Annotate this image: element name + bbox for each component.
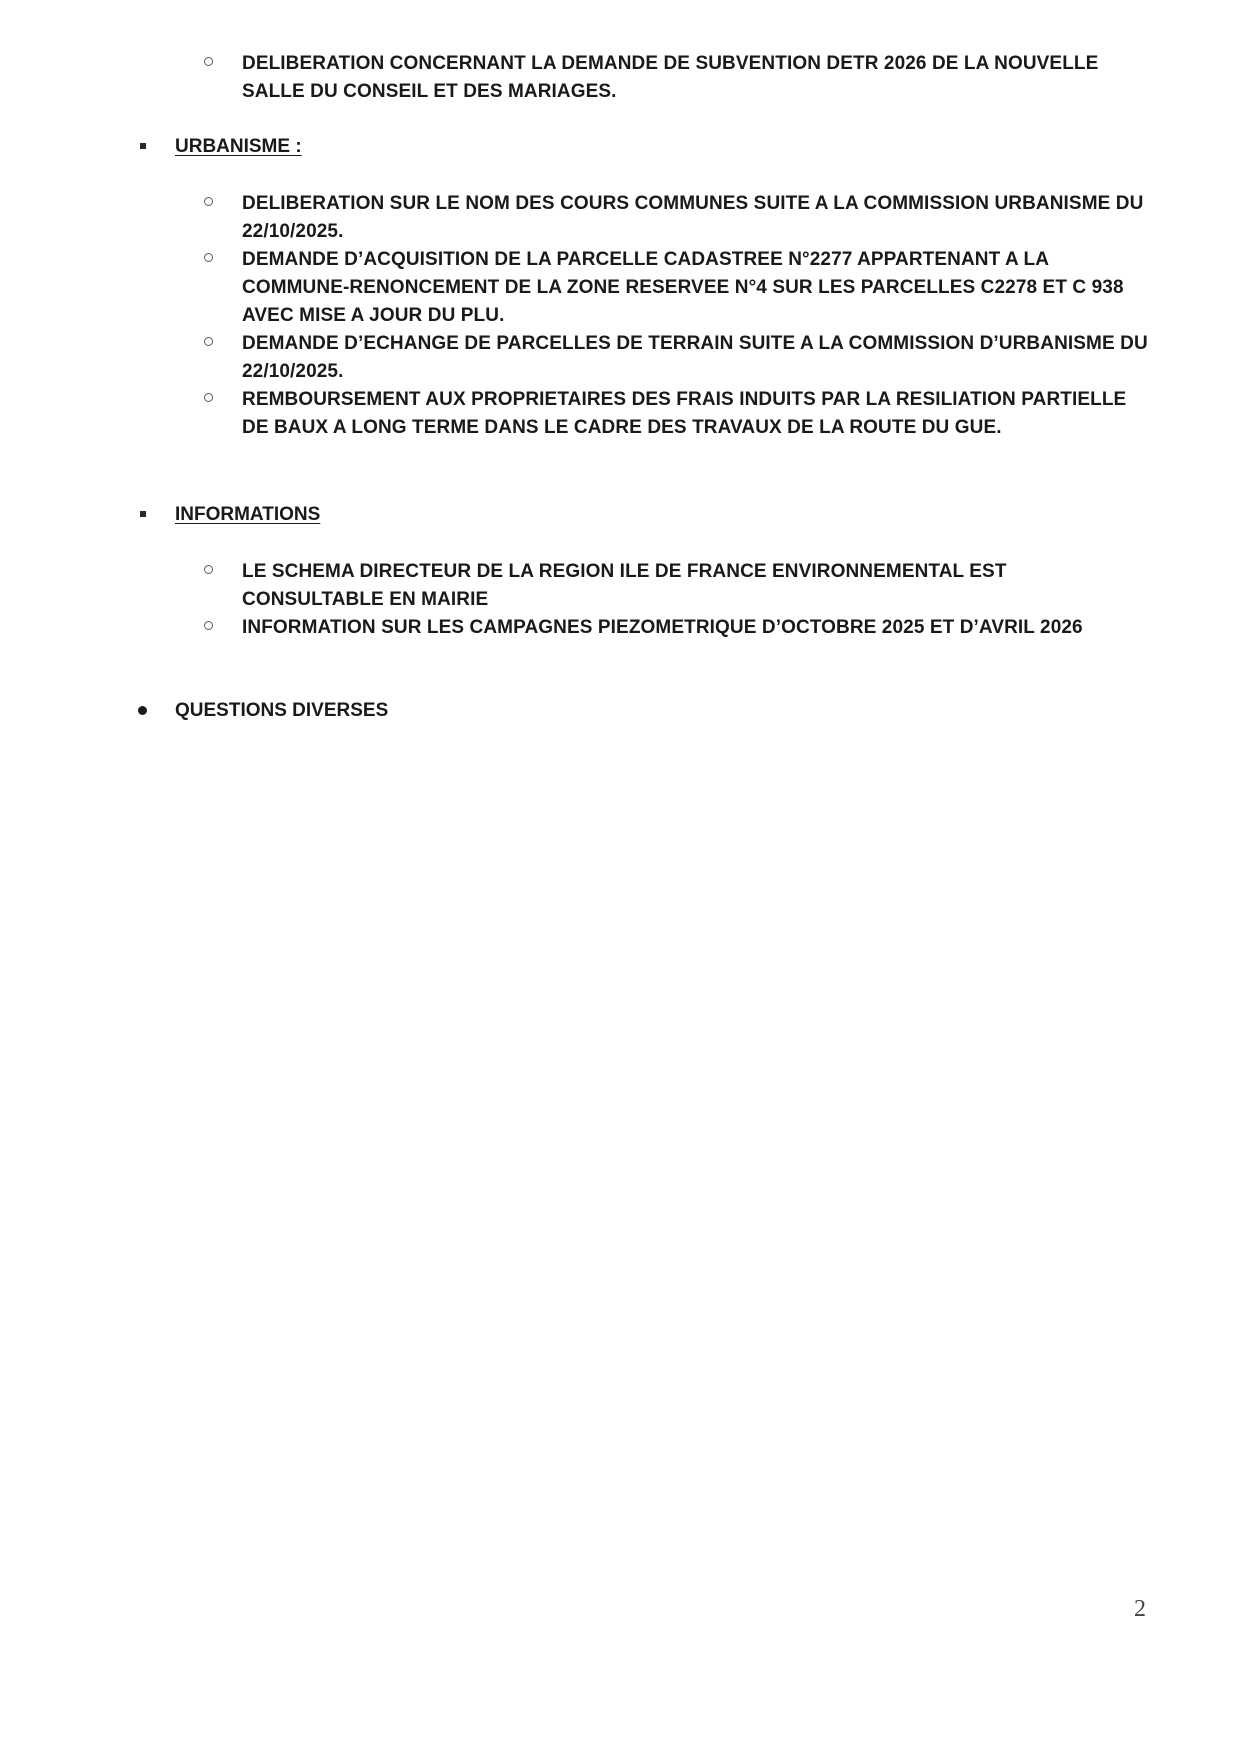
informations-list [0, 558, 1242, 614]
list-item [0, 246, 1242, 330]
square-bullet-icon [140, 143, 146, 149]
hollow-bullet-icon [204, 57, 213, 66]
list-item [0, 330, 1242, 386]
list-item-text: DELIBERATION SUR LE NOM DES COURS COMMUNES SUITE A LA COMMISSION URBANISME DU 22/10/2025. [242, 193, 1144, 242]
hollow-bullet-icon [204, 393, 213, 402]
list-item [0, 50, 1242, 106]
urbanisme-list [0, 246, 1242, 330]
list-item-text: REMBOURSEMENT AUX PROPRIETAIRES DES FRAIS INDUITS PAR LA RESILIATION PARTIELLE DE BAUX A LONG TERME DANS LE CADRE DES TRAVAUX DE LA ROUTE DU GUE. [242, 389, 1127, 438]
section-heading-label: URBANISME : [175, 136, 302, 157]
list-item-text: LE SCHEMA DIRECTEUR DE LA REGION ILE DE FRANCE ENVIRONNEMENTAL EST CONSULTABLE EN MAIRIE [242, 561, 1007, 610]
hollow-bullet-icon [204, 197, 213, 206]
urbanisme-list [0, 386, 1242, 442]
intro-list [0, 50, 1242, 106]
hollow-bullet-icon [204, 621, 213, 630]
hollow-bullet-icon [204, 337, 213, 346]
list-item [0, 190, 1242, 246]
list-item [0, 386, 1242, 442]
page-number: 2 [1134, 1596, 1146, 1622]
hollow-bullet-icon [204, 565, 213, 574]
list-item-text: DELIBERATION CONCERNANT LA DEMANDE DE SUBVENTION DETR 2026 DE LA NOUVELLE SALLE DU CONSEIL ET DES MARIAGES. [242, 53, 1099, 102]
list-item [0, 558, 1242, 614]
section-heading-label: QUESTIONS DIVERSES [175, 700, 389, 721]
square-bullet-icon [140, 511, 146, 517]
list-item-text: INFORMATION SUR LES CAMPAGNES PIEZOMETRIQUE D’OCTOBRE 2025 ET D’AVRIL 2026 [242, 617, 1083, 638]
section-heading-label: INFORMATIONS [175, 504, 321, 525]
urbanisme-list [0, 330, 1242, 386]
list-item-text: DEMANDE D’ECHANGE DE PARCELLES DE TERRAIN SUITE A LA COMMISSION D’URBANISME DU 22/10/2025. [242, 333, 1148, 382]
list-item [0, 614, 1242, 642]
informations-list [0, 614, 1242, 642]
filled-bullet-icon [138, 706, 147, 715]
list-item-text: DEMANDE D’ACQUISITION DE LA PARCELLE CADASTREE N°2277 APPARTENANT A LA COMMUNE-RENONCEMENT DE LA ZONE RESERVEE N°4 SUR LES PARCELLES C2278 ET C 938 AVEC MISE A JOUR DU PLU. [242, 249, 1124, 326]
urbanisme-list [0, 190, 1242, 246]
hollow-bullet-icon [204, 253, 213, 262]
